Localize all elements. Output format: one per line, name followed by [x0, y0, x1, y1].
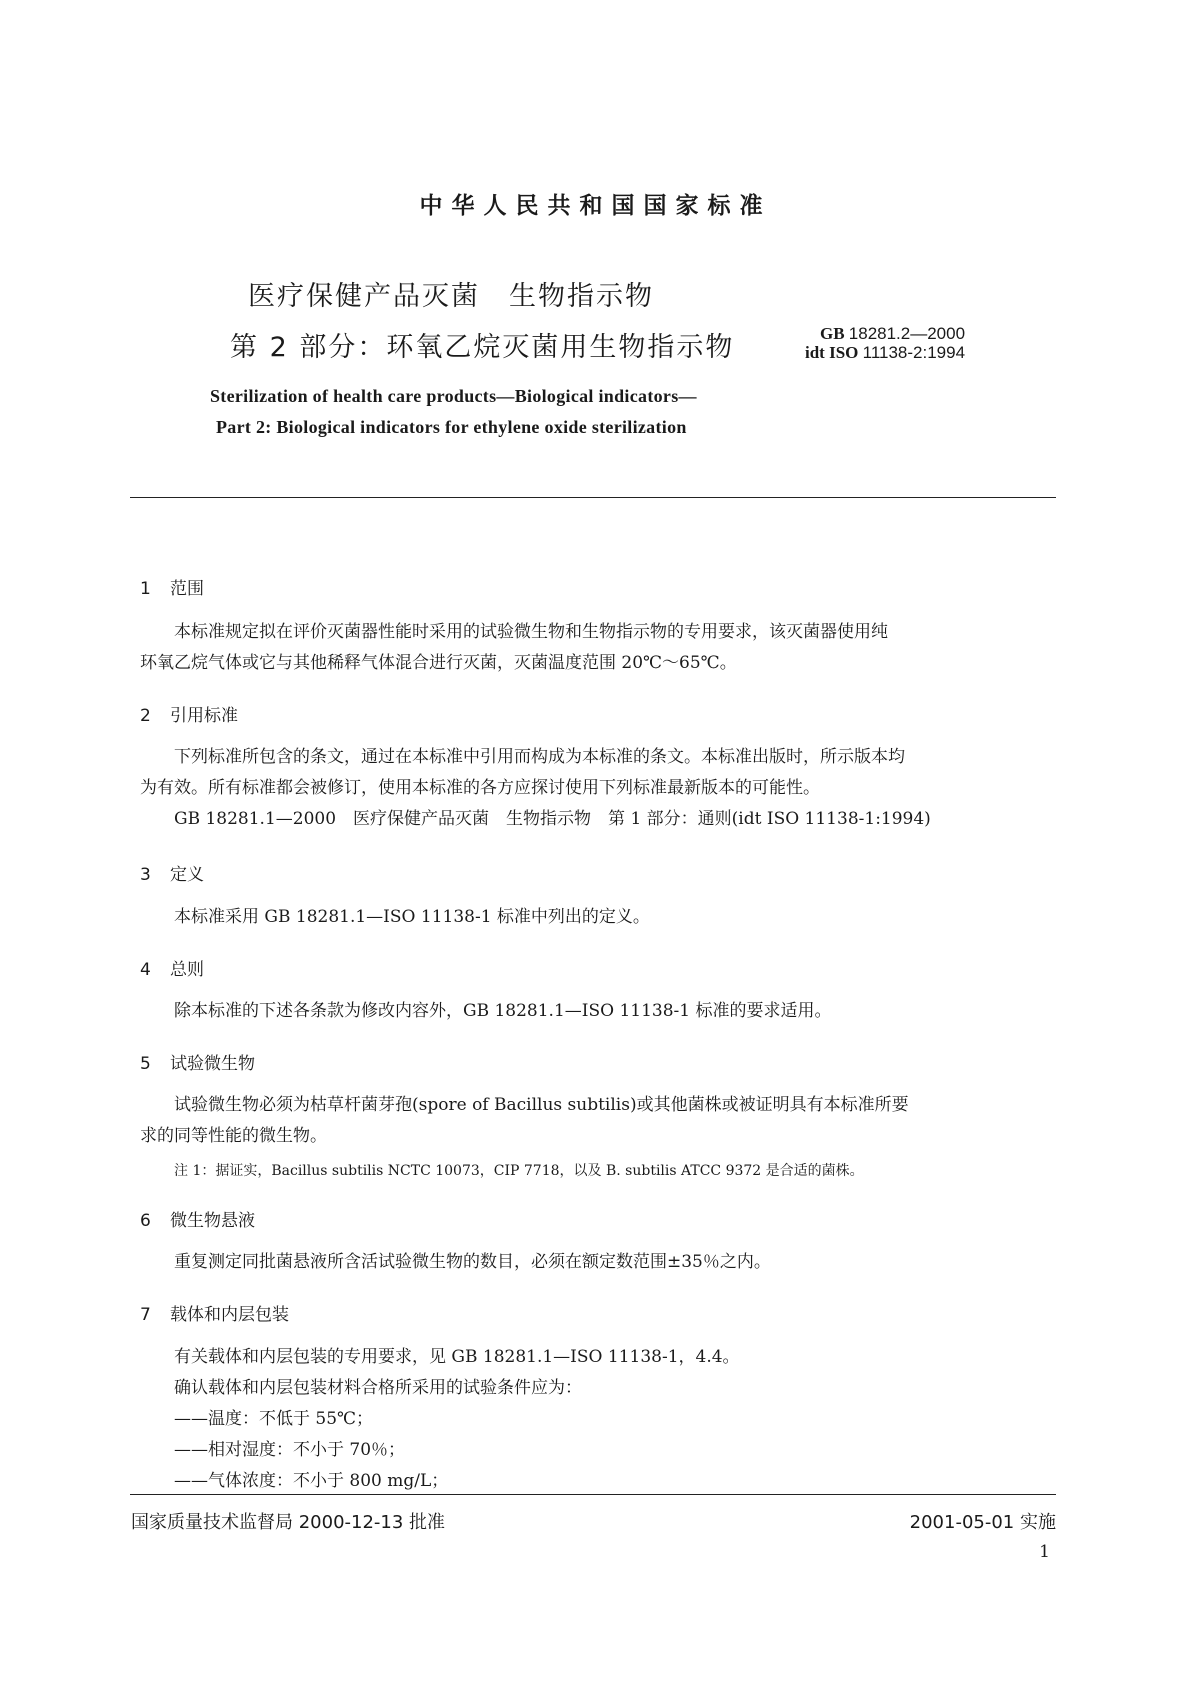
section-heading-3: 3 定义	[140, 865, 204, 885]
section-7-paragraph: 有关载体和内层包装的专用要求，见 GB 18281.1—ISO 11138-1，4.4。 确认载体和内层包装材料合格所采用的试验条件应为： ——温度：不低于 55℃； ——相对湿度：不小于 70％； ——气体浓度：不小于 800 mg/L；	[140, 1342, 1056, 1497]
section-6-paragraph: 重复测定同批菌悬液所含活试验微生物的数目，必须在额定数范围±35％之内。	[174, 1252, 771, 1272]
section-2-paragraph: 下列标准所包含的条文，通过在本标准中引用而构成为本标准的条文。本标准出版时，所示版本均 为有效。所有标准都会被修订，使用本标准的各方应探讨使用下列标准最新版本的可能性。 GB 18281.1—2000 医疗保健产品灭菌 生物指示物 第 1 部分：通则(idt ISO 11138-1:1994)	[140, 742, 1056, 835]
title-cn-line1: 医疗保健产品灭菌 生物指示物	[248, 281, 654, 312]
idt-number: 11138-2:1994	[862, 343, 966, 362]
section-heading-5: 5 试验微生物	[140, 1054, 255, 1074]
approval-statement: 国家质量技术监督局 2000-12-13 批准	[131, 1512, 446, 1533]
title-cn-line2: 第 2 部分：环氧乙烷灭菌用生物指示物	[230, 332, 735, 363]
list-item: ——温度：不低于 55℃；	[174, 1409, 374, 1429]
idt-code	[805, 343, 965, 362]
footer-rule	[130, 1494, 1056, 1495]
section-heading-2: 2 引用标准	[140, 706, 238, 726]
idt-label: idt ISO	[805, 343, 859, 362]
section-5-note: 注 1：据证实，Bacillus subtilis NCTC 10073，CIP 7718，以及 B. subtilis ATCC 9372 是合适的菌株。	[174, 1163, 864, 1179]
standard-codes	[805, 324, 965, 362]
title-en-line1: Sterilization of health care products—Biological indicators—	[210, 386, 697, 406]
section-5-paragraph: 试验微生物必须为枯草杆菌芽孢(spore of Bacillus subtilis)或其他菌株或被证明具有本标准所要 求的同等性能的微生物。	[140, 1095, 909, 1146]
gb-number: 18281.2—2000	[848, 324, 966, 343]
section-heading-4: 4 总则	[140, 960, 204, 980]
section-heading-6: 6 微生物悬液	[140, 1211, 255, 1231]
gb-label: GB	[819, 324, 845, 343]
list-item: ——相对湿度：不小于 70％；	[174, 1440, 406, 1460]
title-en-line2: Part 2: Biological indicators for ethylene oxide sterilization	[216, 417, 687, 437]
gb-code	[805, 324, 965, 343]
section-heading-7: 7 载体和内层包装	[140, 1305, 289, 1325]
implementation-date: 2001-05-01 实施	[909, 1512, 1056, 1533]
list-item: ——气体浓度：不小于 800 mg/L；	[174, 1471, 449, 1491]
section-1-paragraph: 本标准规定拟在评价灭菌器性能时采用的试验微生物和生物指示物的专用要求，该灭菌器使用纯 环氧乙烷气体或它与其他稀释气体混合进行灭菌，灭菌温度范围 20℃～65℃。	[140, 622, 888, 673]
normative-reference: GB 18281.1—2000 医疗保健产品灭菌 生物指示物 第 1 部分：通则(idt ISO 11138-1:1994)	[174, 809, 931, 829]
section-3-paragraph: 本标准采用 GB 18281.1—ISO 11138-1 标准中列出的定义。	[174, 907, 650, 927]
page-number: 1	[1039, 1542, 1050, 1562]
section-4-paragraph: 除本标准的下述各条款为修改内容外，GB 18281.1—ISO 11138-1 标准的要求适用。	[174, 1001, 832, 1021]
section-heading-1: 1 范围	[140, 579, 204, 599]
national-standard-heading: 中华人民共和国国家标准	[419, 193, 772, 219]
header-rule	[130, 497, 1056, 498]
